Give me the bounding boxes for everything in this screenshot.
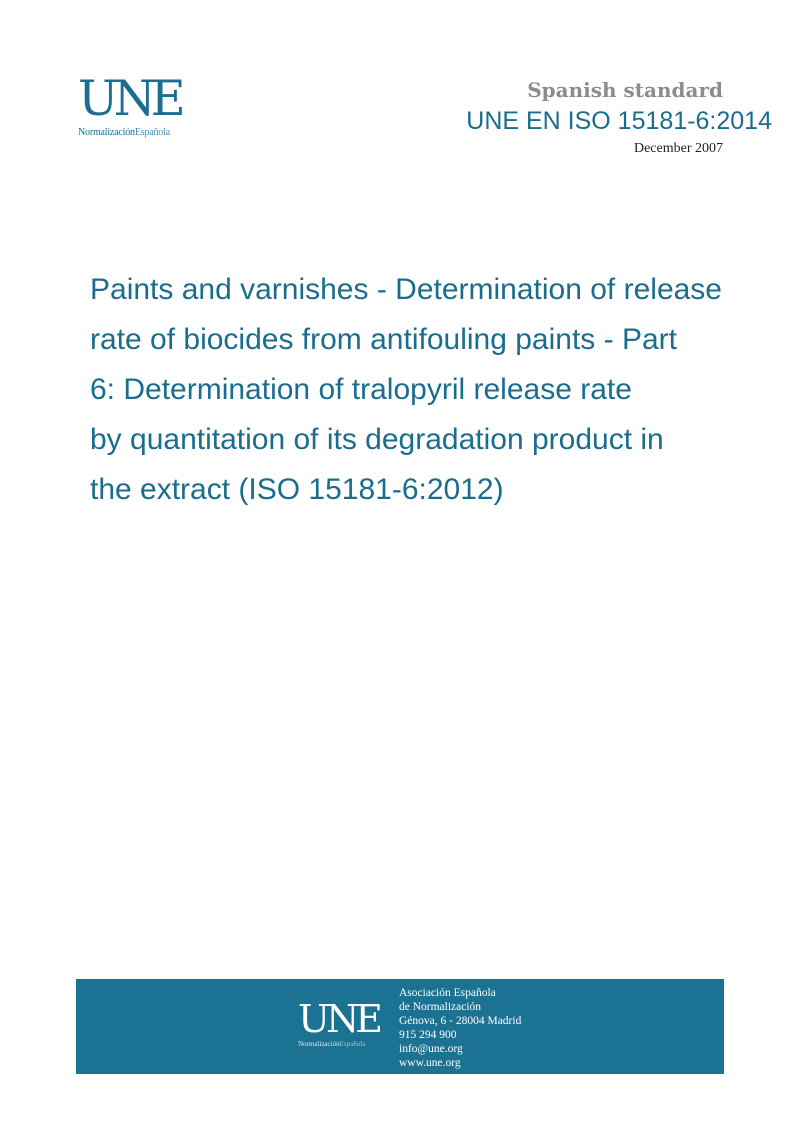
address: Génova, 6 - 28004 Madrid <box>399 1015 522 1027</box>
logo-wordmark: UNE <box>78 70 181 127</box>
standard-code: UNE EN ISO 15181-6:2014 <box>466 107 772 135</box>
org-name-line1: Asociación Española <box>399 987 496 999</box>
une-logo <box>78 70 198 138</box>
logo-tagline-part1: Normalización <box>78 127 135 138</box>
title-line: the extract (ISO 15181-6:2012) <box>90 473 504 506</box>
standard-kind: Spanish standard <box>527 78 723 102</box>
email-link[interactable]: info@une.org <box>399 1043 463 1055</box>
logo-tagline <box>78 127 198 138</box>
title-line: Paints and varnishes - Determination of release <box>90 273 722 306</box>
footer-logo-tagline <box>298 1040 379 1048</box>
document-header <box>364 76 772 160</box>
org-name-line2: de Normalización <box>399 1001 482 1013</box>
document-title <box>90 265 780 515</box>
footer-tagline-part1: Normalización <box>298 1040 340 1048</box>
website-link[interactable]: www.une.org <box>399 1057 461 1069</box>
phone: 915 294 900 <box>399 1029 457 1041</box>
title-line: 6: Determination of tralopyril release rate <box>90 373 632 406</box>
footer-logo-wordmark: UNE <box>298 997 380 1041</box>
logo-tagline-part2: Española <box>134 127 170 138</box>
publication-date: December 2007 <box>633 141 723 156</box>
contact-info <box>399 986 521 1070</box>
footer-tagline-part2: Española <box>339 1040 366 1048</box>
title-line: by quantitation of its degradation product in <box>90 423 664 456</box>
title-line: rate of biocides from antifouling paints - Part <box>90 323 677 356</box>
footer-logo <box>298 997 380 1048</box>
footer-banner <box>76 979 724 1074</box>
